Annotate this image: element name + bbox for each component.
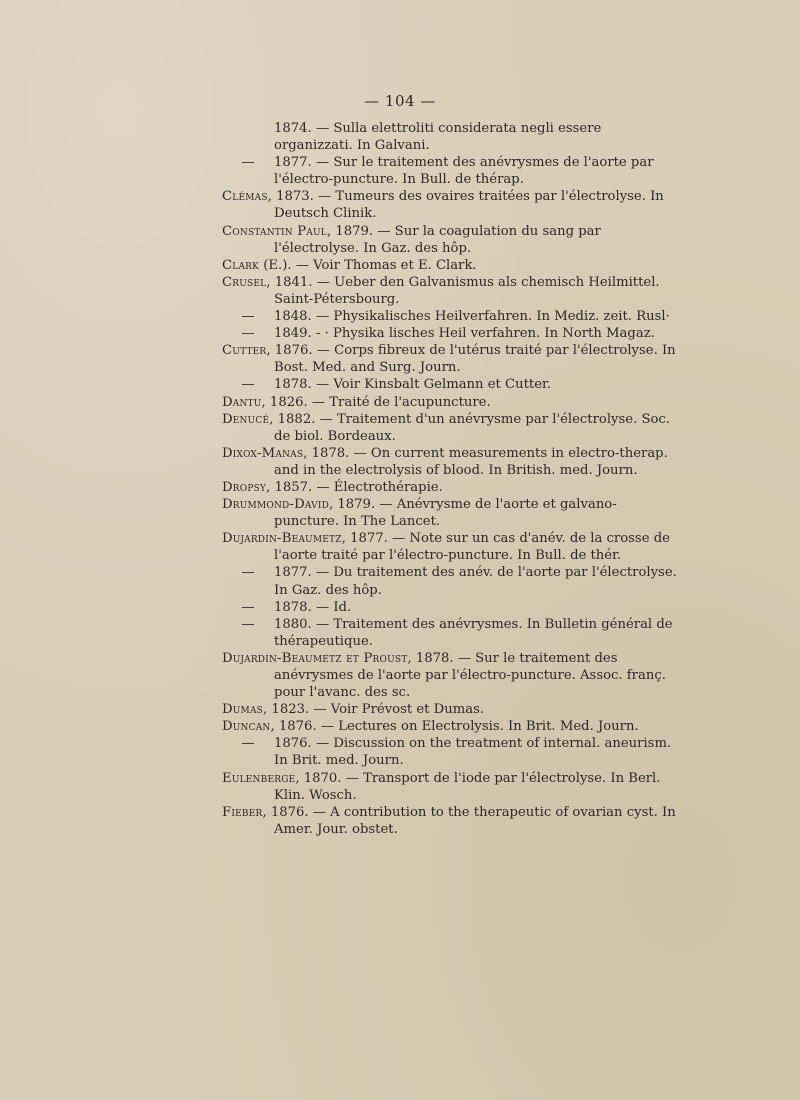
- bibliography-entry: [222, 479, 677, 496]
- entry-text: 1877. — Sur le traitement des anévrysmes de l'aorte par l'électro-puncture. In Bull. de thérap.: [274, 155, 654, 188]
- bibliography-entry: [222, 616, 677, 650]
- entry-author: Dujardin-Beaumetz et Proust: [222, 650, 408, 666]
- bibliography-entry: [222, 599, 677, 616]
- entry-text: , 1841. — Ueber den Galvanismus als chemisch Heilmittel. Saint-Pétersbourg.: [266, 274, 660, 307]
- bibliography-entry: [222, 120, 677, 154]
- entry-author: Dujardin-Beaumetz: [222, 531, 342, 547]
- entry-text: , 1876. — Corps fibreux de l'utérus traité par l'électrolyse. In Bost. Med. and Surg. Journ.: [266, 343, 676, 376]
- bibliography-entry: [222, 394, 677, 411]
- ditto-dash: —: [241, 155, 255, 171]
- entry-text: , 1823. — Voir Prévost et Dumas.: [263, 702, 485, 718]
- bibliography-entry: [222, 735, 677, 769]
- bibliography-entry: [222, 308, 677, 325]
- bibliography-entry: [222, 325, 677, 342]
- entry-text: , 1876. — A contribution to the therapeutic of ovarian cyst. In Amer. Jour. obstet.: [262, 804, 676, 837]
- entry-text: , 1882. — Traitement d'un anévrysme par l'électrolyse. Soc. de biol. Bordeaux.: [269, 411, 671, 444]
- ditto-dash: —: [241, 565, 255, 581]
- bibliography-entry: [222, 342, 677, 376]
- bibliography-entry: [222, 188, 677, 222]
- entry-text: , 1878. — Sur le traitement des anévrysmes de l'aorte par l'électro-puncture. Assoc. franç. pour l'avanc. des sc.: [274, 650, 666, 701]
- ditto-dash: —: [241, 326, 255, 342]
- bibliography-entry: [222, 154, 677, 188]
- page-number: — 104 —: [364, 92, 436, 110]
- entry-text: , 1878. — On current measurements in electro-therap. and in the electrolysis of blood. In British. med. Journ.: [274, 445, 668, 478]
- bibliography-entry: [222, 445, 677, 479]
- entry-text: , 1879. — Anévrysme de l'aorte et galvano-puncture. In The Lancet.: [274, 497, 617, 530]
- ditto-dash: —: [241, 616, 255, 632]
- entry-text: , 1857. — Électrothérapie.: [266, 479, 443, 495]
- entry-text: 1876. — Discussion on the treatment of internal. aneurism. In Brit. med. Journ.: [274, 736, 672, 769]
- entry-author: Eulenberge: [222, 770, 296, 786]
- bibliography-entry: [222, 257, 677, 274]
- entry-author: Dropsy: [222, 479, 267, 495]
- bibliography-entry: [222, 564, 677, 598]
- entry-text: 1849. - · Physika lisches Heil verfahren. In North Magaz.: [274, 326, 655, 342]
- ditto-dash: —: [241, 599, 255, 615]
- bibliography-entry: [222, 496, 677, 530]
- entry-author: Clémas: [222, 189, 268, 205]
- bibliography-entry: [222, 804, 677, 838]
- entry-text: 1874. — Sulla elettroliti considerata negli essere organizzati. In Galvani.: [274, 121, 602, 154]
- entry-author: Dantu: [222, 394, 262, 410]
- ditto-dash: —: [241, 377, 255, 393]
- bibliography-entry: [222, 223, 677, 257]
- entry-author: Dixox-Manas: [222, 445, 304, 461]
- entry-author: Fieber: [222, 804, 263, 820]
- entry-author: Clark: [222, 257, 260, 273]
- bibliography-entry: [222, 718, 677, 735]
- entry-text: , 1870. — Transport de l'iode par l'électrolyse. In Berl. Klin. Wosch.: [274, 770, 661, 803]
- entry-text: , 1877. — Note sur un cas d'anév. de la crosse de l'aorte traité par l'électro-puncture. In Bull. de thér.: [274, 531, 670, 564]
- entry-author: Drummond-David: [222, 497, 329, 513]
- entry-text: 1878. — Id.: [274, 599, 352, 615]
- entry-author: Duncan: [222, 719, 271, 735]
- entry-author: Crusel: [222, 274, 267, 290]
- ditto-dash: —: [241, 736, 255, 752]
- entry-text: , 1876. — Lectures on Electrolysis. In Brit. Med. Journ.: [270, 719, 639, 735]
- bibliography-entry: [222, 411, 677, 445]
- entry-author: Constantin Paul: [222, 223, 327, 239]
- bibliography-entry: [222, 376, 677, 393]
- entry-author: Denucé: [222, 411, 270, 427]
- entry-author: Dumas: [222, 702, 264, 718]
- entry-text: 1877. — Du traitement des anév. de l'aorte par l'électrolyse. In Gaz. des hôp.: [274, 565, 677, 598]
- bibliography-entry: [222, 650, 677, 701]
- bibliography-entry: [222, 274, 677, 308]
- entry-text: , 1826. — Traité de l'acupuncture.: [261, 394, 491, 410]
- bibliography-list: [222, 120, 677, 838]
- entry-text: , 1873. — Tumeurs des ovaires traitées par l'électrolyse. In Deutsch Clinik.: [267, 189, 664, 222]
- bibliography-entry: [222, 530, 677, 564]
- ditto-dash: —: [241, 309, 255, 325]
- entry-text: (E.). — Voir Thomas et E. Clark.: [259, 257, 477, 273]
- entry-text: 1848. — Physikalisches Heilverfahren. In Mediz. zeit. Rusl·: [274, 309, 670, 325]
- entry-text: 1878. — Voir Kinsbalt Gelmann et Cutter.: [274, 377, 552, 393]
- bibliography-entry: [222, 701, 677, 718]
- entry-author: Cutter: [222, 343, 267, 359]
- bibliography-entry: [222, 770, 677, 804]
- entry-text: 1880. — Traitement des anévrysmes. In Bulletin général de thérapeutique.: [274, 616, 673, 649]
- entry-text: , 1879. — Sur la coagulation du sang par l'électrolyse. In Gaz. des hôp.: [274, 223, 601, 256]
